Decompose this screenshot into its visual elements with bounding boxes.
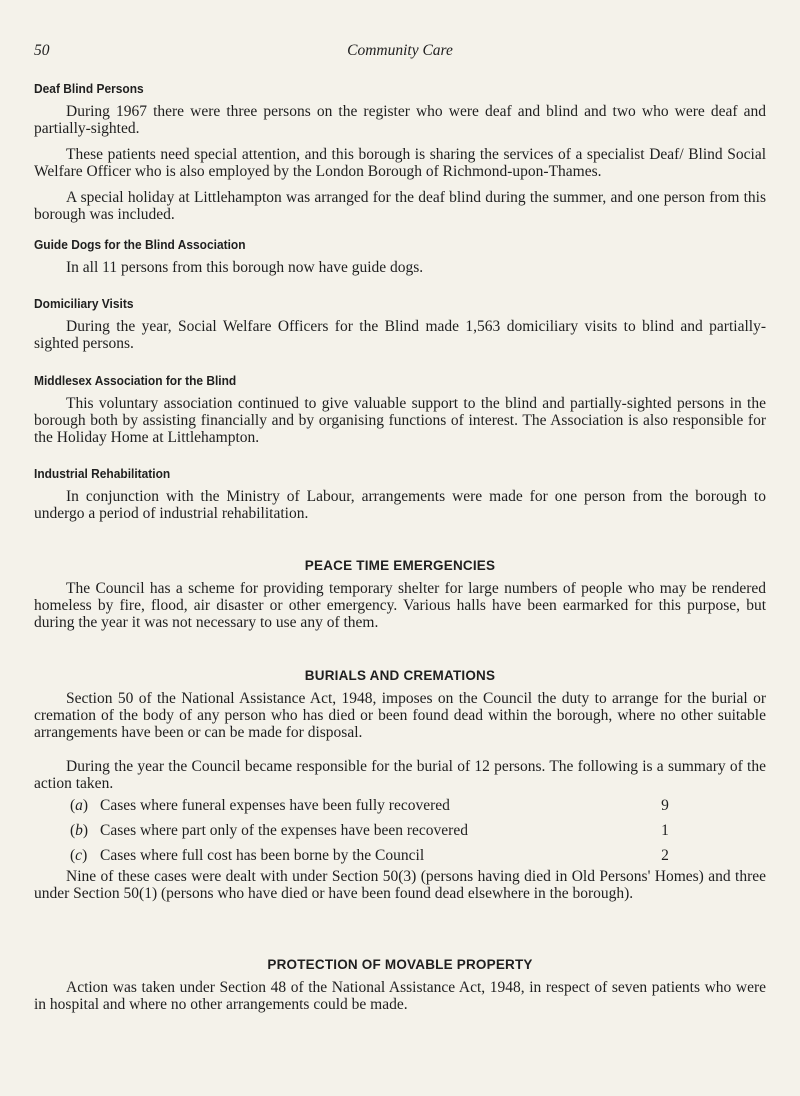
item-text: Cases where funeral expenses have been fully recovered bbox=[100, 797, 450, 814]
paragraph: A special holiday at Littlehampton was arranged for the deaf blind during the summer, and one person from this borough was included. bbox=[34, 189, 766, 223]
item-label: (c) bbox=[70, 847, 88, 864]
heading-industrial: Industrial Rehabilitation bbox=[34, 466, 171, 481]
paragraph: In all 11 persons from this borough now have guide dogs. bbox=[66, 259, 424, 276]
list-item bbox=[70, 797, 770, 822]
paragraph: During the year the Council became responsible for the burial of 12 persons. The following is a summary of the action taken. bbox=[34, 758, 766, 792]
item-value: 9 bbox=[661, 797, 669, 814]
paragraph: This voluntary association continued to give valuable support to the blind and partially-sighted persons in the borough both by assisting financially and by organising functions of interest. The Association is also responsible for the Holiday Home at Littlehampton. bbox=[34, 395, 766, 446]
burials-summary-list bbox=[70, 797, 770, 872]
paragraph: During the year, Social Welfare Officers for the Blind made 1,563 domiciliary visits to blind and partially-sighted persons. bbox=[34, 318, 766, 352]
item-text: Cases where full cost has been borne by the Council bbox=[100, 847, 425, 864]
paragraph: During 1967 there were three persons on the register who were deaf and blind and two who were deaf and partially-sighted. bbox=[34, 103, 766, 137]
heading-peace-time: PEACE TIME EMERGENCIES bbox=[304, 558, 496, 573]
heading-burials: BURIALS AND CREMATIONS bbox=[304, 668, 496, 683]
item-value: 1 bbox=[661, 822, 669, 839]
item-label: (a) bbox=[70, 797, 89, 814]
heading-domiciliary: Domiciliary Visits bbox=[34, 296, 134, 311]
paragraph: These patients need special attention, and this borough is sharing the services of a specialist Deaf/ Blind Social Welfare Officer who is also employed by the London Borough of Richmond-upon-Thames. bbox=[34, 146, 766, 180]
paragraph: Action was taken under Section 48 of the National Assistance Act, 1948, in respect of seven patients who were in hospital and where no other arrangements could be made. bbox=[34, 979, 766, 1013]
heading-middlesex: Middlesex Association for the Blind bbox=[34, 373, 237, 388]
item-value: 2 bbox=[661, 847, 669, 864]
page-number: 50 bbox=[34, 42, 50, 59]
heading-guide-dogs: Guide Dogs for the Blind Association bbox=[34, 237, 246, 252]
heading-movable-property: PROTECTION OF MOVABLE PROPERTY bbox=[267, 957, 533, 972]
paragraph: The Council has a scheme for providing temporary shelter for large numbers of people who may be rendered homeless by fire, flood, air disaster or other emergency. Various halls have been earmarked for this purpose, but during the year it was not necessary to use any of them. bbox=[34, 580, 766, 631]
item-text: Cases where part only of the expenses have been recovered bbox=[100, 822, 468, 839]
page-header bbox=[34, 42, 766, 62]
running-title: Community Care bbox=[347, 42, 453, 59]
list-item bbox=[70, 822, 770, 847]
item-label: (b) bbox=[70, 822, 89, 839]
heading-deaf-blind: Deaf Blind Persons bbox=[34, 81, 144, 96]
paragraph: Section 50 of the National Assistance Act, 1948, imposes on the Council the duty to arrange for the burial or cremation of the body of any person who has died or been found dead within the borough, where no other suitable arrangements have been or can be made for disposal. bbox=[34, 690, 766, 741]
paragraph: In conjunction with the Ministry of Labour, arrangements were made for one person from the borough to undergo a period of industrial rehabilitation. bbox=[34, 488, 766, 522]
paragraph: Nine of these cases were dealt with under Section 50(3) (persons having died in Old Persons' Homes) and three under Section 50(1) (persons who have died or have been found dead elsewhere in the borough). bbox=[34, 868, 766, 902]
